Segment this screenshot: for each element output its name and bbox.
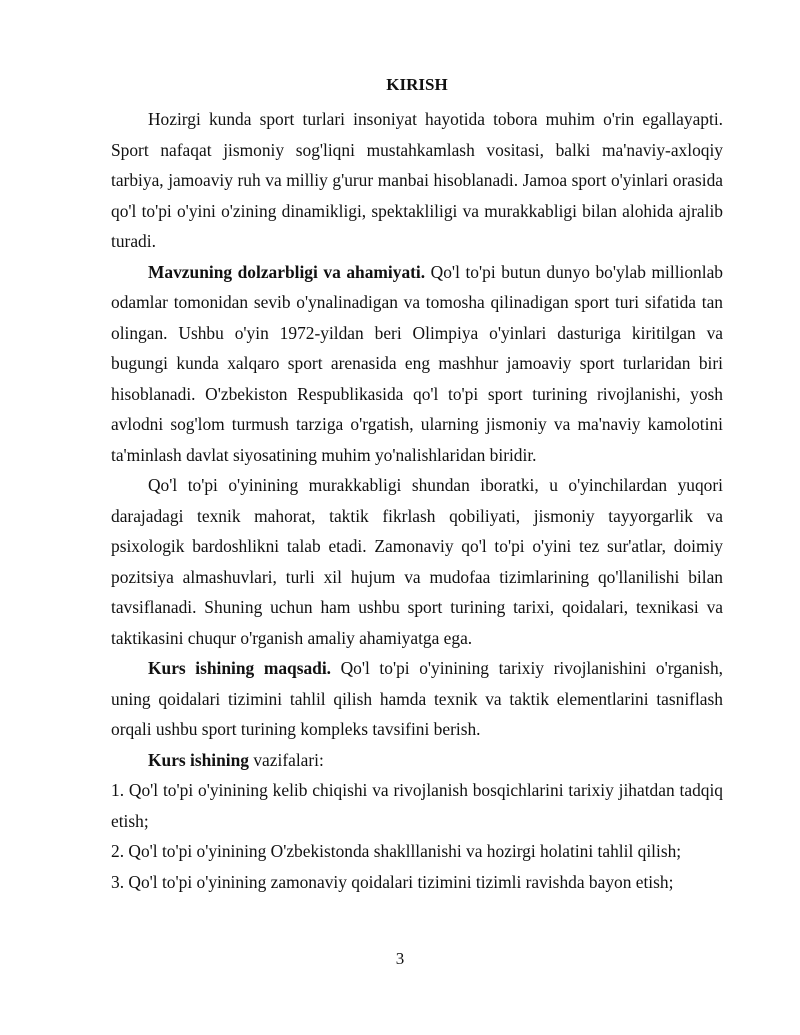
tasks-heading-paragraph <box>111 745 723 776</box>
task-item-3: 3. Qo'l to'pi o'yinining zamonaviy qoidalari tizimini tizimli ravishda bayon etish; <box>111 871 674 892</box>
tasks-heading-text: vazifalari: <box>249 749 324 770</box>
complexity-paragraph: Qo'l to'pi o'yinining murakkabligi shundan iboratki, u o'yinchilardan yuqori darajadagi texnik mahorat, taktik fikrlash qobiliyati, jismoniy tayyorgarlik va psixologik bardoshlikni talab etadi. Zamonaviy qo'l to'pi o'yini tez sur'atlar, doimiy pozitsiya almashuvlari, turli xil hujum va mudofaa tizimlarining qo'llanilishi bilan tavsiflanadi. Shuning uchun ham ushbu sport turining tarixi, qoidalari, texnikasi va taktikasini chuqur o'rganish amaliy ahamiyatga ega. <box>111 475 723 648</box>
goal-heading: Kurs ishining maqsadi. <box>148 658 332 678</box>
page-number: 3 <box>395 949 405 968</box>
relevance-paragraph <box>111 257 723 471</box>
section-heading: KIRISH <box>386 75 448 94</box>
task-item-2: 2. Qo'l to'pi o'yinining O'zbekistonda shaklllanishi va hozirgi holatini tahlil qilish; <box>111 841 682 861</box>
tasks-heading: Kurs ishining <box>148 749 250 770</box>
goal-paragraph <box>111 653 723 745</box>
intro-paragraph: Hozirgi kunda sport turlari insoniyat hayotida tobora muhim o'rin egallayapti. Sport nafaqat jismoniy sog'liqni mustahkamlash vositasi, balki ma'naviy-axloqiy tarbiya, jamoaviy ruh va milliy g'urur manbai hisoblanadi. Jamoa sport o'yinlari orasida qo'l to'pi o'yini o'zining dinamikligi, spektakliligi va murakkabligi bilan alohida ajralib turadi. <box>111 109 723 251</box>
relevance-text: Qo'l to'pi butun dunyo bo'ylab millionlab odamlar tomonidan sevib o'ynalinadigan va tomosha qilinadigan sport turi sifatida tan olingan. Ushbu o'yin 1972-yildan beri Olimpiya o'yinlari dasturiga kiritilgan va bugungi kunda xalqaro sport arenasida eng mashhur jamoaviy sport turlaridan biri hisoblanadi. O'zbekiston Respublikasida qo'l to'pi sport turining rivojlanishi, yosh avlodni sog'lom turmush tarziga o'rgatish, ularning jismoniy va ma'naviy kamolotini ta'minlash davlat siyosatining muhim yo'nalishlaridan biridir. <box>111 261 723 465</box>
page-content <box>111 74 723 897</box>
relevance-heading: Mavzuning dolzarbligi va ahamiyati. <box>148 261 426 282</box>
goal-text: Qo'l to'pi o'yinining tarixiy rivojlanishini o'rganish, uning qoidalari tizimini tahlil qilish hamda texnik va taktik elementlarini tasniflash orqali ushbu sport turining kompleks tavsifini berish. <box>111 658 723 739</box>
task-item-1: 1. Qo'l to'pi o'yinining kelib chiqishi va rivojlanish bosqichlarini tarixiy jihatdan tadqiq etish; <box>111 780 723 831</box>
